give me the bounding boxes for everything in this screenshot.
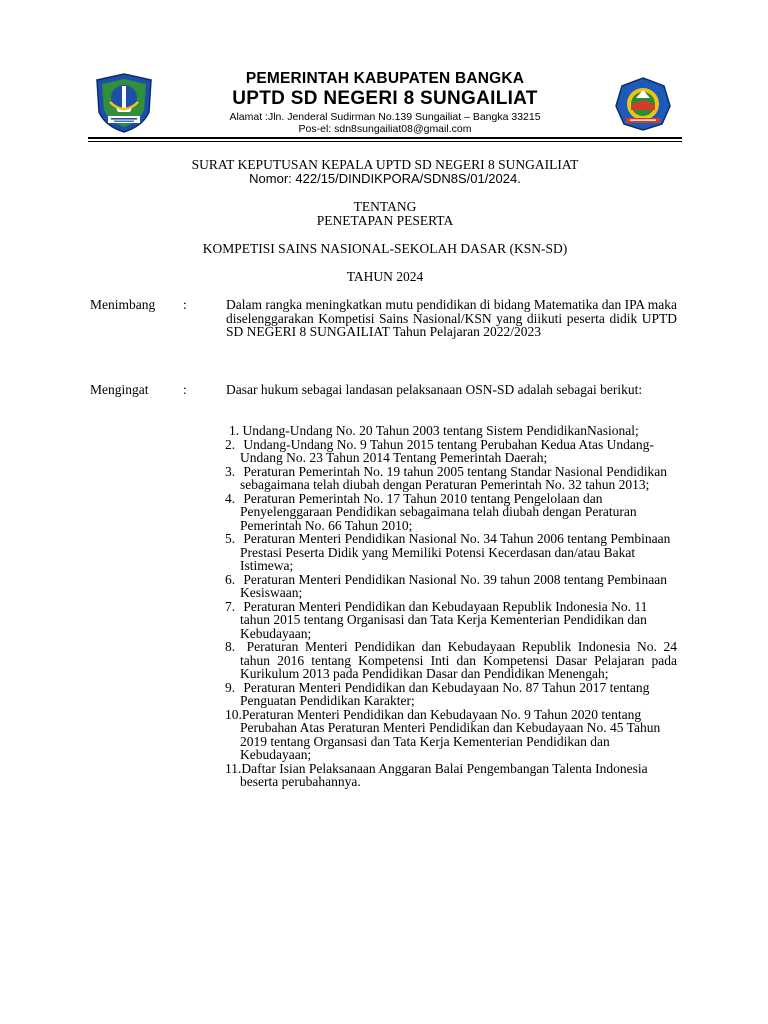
school-email: Pos-el: sdn8sungailiat08@gmail.com [298,123,472,135]
list-item-number: 11. [225,760,242,776]
list-item-text: Peraturan Menteri Pendidikan Nasional No. 39 tahun 2008 tentang Pembinaan Kesiswaan; [240,571,668,600]
list-item-number: 8. [225,639,236,654]
mengingat-colon: : [183,382,187,397]
list-item [181,573,677,600]
list-item-text: Undang-Undang No. 20 Tahun 2003 tentang Sistem PendidikanNasional; [242,423,639,438]
list-item-text: Peraturan Menteri Pendidikan dan Kebudayaan No. 9 Tahun 2020 tentang Perubahan Atas Peraturan Menteri Pendidikan dan Kebudayaan No. 45 Tahun 2019 tentang Organsasi dan Tata Kerja Kementerian Pendidikan dan Kebudayaan; [240,706,661,762]
decree-title: SURAT KEPUTUSAN KEPALA UPTD SD NEGERI 8 SUNGAILIAT [191,157,579,172]
school-address: Alamat :Jln. Jenderal Sudirman No.139 Sungailiat – Bangka 33215 [229,111,541,123]
subject-heading: PENETAPAN PESERTA [316,213,454,228]
list-item-number: 9. [225,679,236,695]
list-item-text: Peraturan Pemerintah No. 19 tahun 2005 tentang Standar Nasional Pendidikan sebagaimana telah diubah dengan Peraturan Pemerintah No. 32 tahun 2013; [240,463,668,492]
list-item-text: Undang-Undang No. 9 Tahun 2015 tentang Perubahan Kedua Atas Undang-Undang No. 23 Tahun 2014 Tentang Pemerintah Daerah; [240,436,654,465]
kabupaten-bangka-emblem-icon [93,72,155,134]
list-item-text: Peraturan Menteri Pendidikan dan Kebudayaan No. 87 Tahun 2017 tentang Penguatan Pendidikan Karakter; [240,679,650,708]
menimbang-label: Menimbang [90,297,156,312]
list-item [181,424,677,438]
list-item [181,708,677,762]
list-item-text: Peraturan Pemerintah No. 17 Tahun 2010 tentang Pengelolaan dan Penyelenggaraan Pendidikan sebagaimana telah diubah dengan Peraturan Pemerintah No. 66 Tahun 2010; [240,490,637,533]
list-item-text: Peraturan Menteri Pendidikan dan Kebudayaan Republik Indonesia No. 11 tahun 2015 tentang Organisasi dan Tata Kerja Kementerian Pendidikan dan Kebudayaan; [240,598,648,641]
year-heading: TAHUN 2024 [346,269,424,284]
list-item-text: Peraturan Menteri Pendidikan Nasional No. 34 Tahun 2006 tentang Pembinaan Prestasi Peserta Didik yang Memiliki Potensi Kecerdasan dan/atau Bakat Istimewa; [240,531,671,573]
list-item-text: Daftar Isian Pelaksanaan Anggaran Balai Pengembangan Talenta Indonesia beserta perubahannya. [240,760,648,789]
list-item [181,465,677,492]
list-item-number: 1. [229,423,240,438]
list-item-text: Peraturan Menteri Pendidikan dan Kebudayaan Republik Indonesia No. 24 tahun 2016 tentang Kompetensi Inti dan Kompetensi Dasar Pelajaran pada Kurikulum 2013 pada Pendidikan Dasar dan Pendidikan Menengah; [240,639,677,681]
letterhead [170,70,600,135]
list-item [181,681,677,708]
menimbang-text: Dalam rangka meningkatkan mutu pendidikan di bidang Matematika dan IPA maka diselenggarakan Kompetisi Sains Nasional/KSN yang diikuti peserta didik UPTD SD NEGERI 8 SUNGAILIAT Tahun Pelajaran 2022/2023 [226,297,677,339]
list-item [181,762,677,789]
menimbang-colon: : [183,297,187,312]
list-item-number: 6. [225,571,236,587]
letterhead-rule-thin [88,141,682,142]
list-item-number: 10. [225,706,242,722]
bangka-belitung-emblem-icon [612,76,674,132]
list-item-number: 2. [225,436,236,452]
school-name: UPTD SD NEGERI 8 SUNGAILIAT [232,88,538,109]
government-name: PEMERINTAH KABUPATEN BANGKA [245,70,525,87]
list-item-number: 4. [225,490,236,506]
list-item-number: 5. [225,531,236,546]
legal-basis-list [181,424,677,789]
competition-heading: KOMPETISI SAINS NASIONAL-SEKOLAH DASAR (KSN-SD) [202,241,568,256]
list-item [181,492,677,533]
mengingat-label: Mengingat [90,382,149,397]
list-item [181,640,677,681]
list-item [181,438,677,465]
list-item-number: 3. [225,463,236,479]
list-item [181,532,677,573]
decree-number: Nomor: 422/15/DINDIKPORA/SDN8S/01/2024. [249,171,521,186]
mengingat-intro: Dasar hukum sebagai landasan pelaksanaan OSN-SD adalah sebagai berikut: [226,382,643,397]
list-item-number: 7. [225,598,236,614]
about-heading: TENTANG [353,199,417,214]
letterhead-rule [88,137,682,139]
list-item [181,600,677,641]
